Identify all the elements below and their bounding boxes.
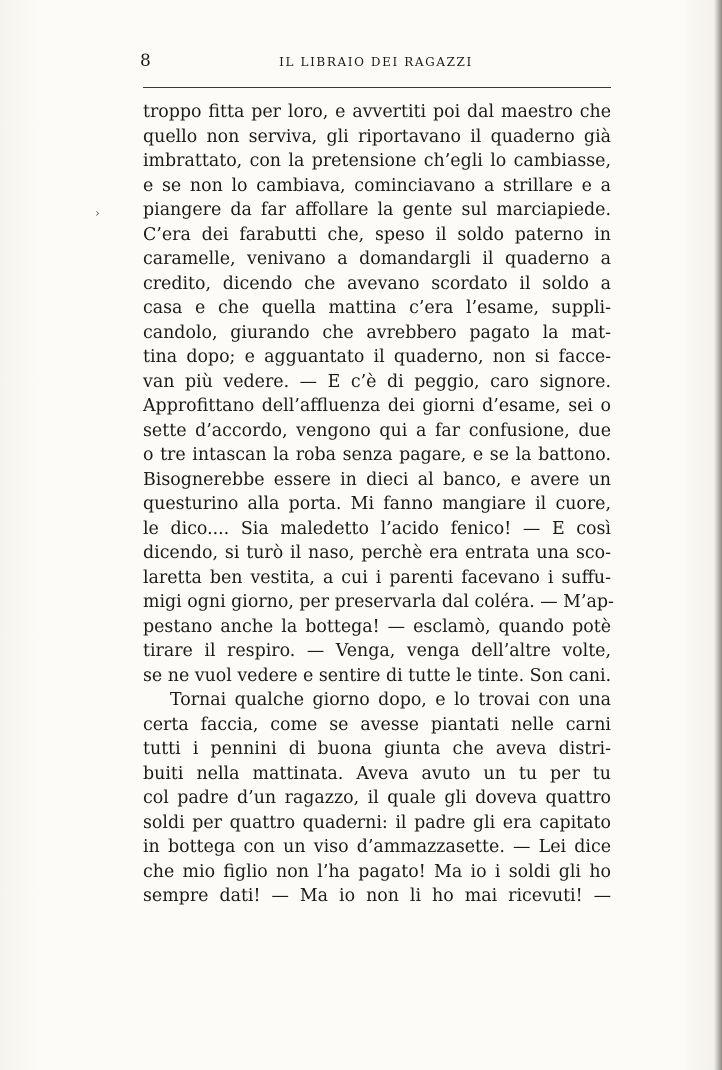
running-title: IL LIBRAIO DEI RAGAZZI: [279, 55, 473, 69]
text-line: Bisognerebbe essere in dieci al banco, e avere un: [143, 469, 611, 490]
text-line: candolo, giurando che avrebbero pagato la mat-: [143, 322, 611, 343]
text-line: piangere da far affollare la gente sul marciapiede.: [143, 200, 611, 220]
text-line: laretta ben vestita, a cui i parenti facevano i suffu-: [143, 567, 611, 588]
header-rule: [143, 87, 611, 88]
text-line: tirare il respiro. — Venga, venga dell’altre volte,: [143, 641, 611, 661]
text-line: in bottega con un viso d’ammazzasette. — Lei dice: [143, 837, 611, 857]
text-line: questurino alla porta. Mi fanno mangiare il cuore,: [143, 494, 611, 514]
text-line: imbrattato, con la pretensione ch’egli lo cambiasse,: [143, 151, 611, 171]
text-line: sempre dati! — Ma io non li ho mai ricevuti! —: [143, 886, 611, 906]
text-line: troppo fitta per loro, e avvertiti poi dal maestro che: [143, 102, 611, 122]
paragraph-last-line: se ne vuol vedere e sentire di tutte le tinte. Son cani.: [143, 665, 612, 686]
text-line: tina dopo; e agguantato il quaderno, non si facce-: [143, 347, 611, 367]
text-line: tutti i pennini di buona giunta che aveva distri-: [143, 739, 611, 759]
paragraph-first-line: Tornai qualche giorno dopo, e lo trovai con una: [170, 690, 611, 710]
text-line: pestano anche la bottega! — esclamò, quando potè: [143, 616, 611, 637]
page-header: [140, 50, 612, 72]
text-line: quello non serviva, gli riportavano il quaderno già: [143, 126, 611, 147]
text-line: e se non lo cambiava, cominciavano a strillare e a: [143, 175, 611, 196]
body-text: [143, 100, 614, 909]
text-line: che mio figlio non l’ha pagato! Ma io i soldi gli ho: [143, 861, 611, 882]
margin-mark: ›: [95, 206, 100, 220]
text-line: soldi per quattro quaderni: il padre gli era capitato: [143, 812, 611, 833]
page-number: 8: [140, 51, 151, 71]
text-line: Approfittano dell’affluenza dei giorni d’esame, sei o: [143, 396, 611, 416]
text-line: buiti nella mattinata. Aveva avuto un tu per tu: [143, 763, 611, 784]
text-line: sette d’accordo, vengono qui a far confusione, due: [143, 420, 611, 441]
text-line: col padre d’un ragazzo, il quale gli doveva quattro: [143, 788, 611, 808]
text-line: C’era dei farabutti che, speso il soldo paterno in: [143, 224, 611, 245]
text-line: o tre intascan la roba senza pagare, e se la battono.: [143, 445, 611, 465]
text-line: van più vedere. — E c’è di peggio, caro signore.: [143, 371, 611, 392]
text-line: credito, dicendo che avevano scordato il soldo a: [143, 273, 611, 294]
text-line: le dico.... Sia maledetto l’acido fenico! — E così: [143, 518, 611, 539]
text-line: migi ogni giorno, per preservarla dal coléra. — M’ap-: [143, 592, 614, 612]
text-line: casa e che quella mattina c’era l’esame, suppli-: [143, 298, 611, 318]
text-line: dicendo, si turò il naso, perchè era entrata una sco-: [143, 543, 611, 563]
text-line: caramelle, venivano a domandargli il quaderno a: [143, 249, 611, 269]
text-line: certa faccia, come se avesse piantati nelle carni: [143, 714, 611, 735]
page-edge-shadow: [714, 0, 722, 1070]
